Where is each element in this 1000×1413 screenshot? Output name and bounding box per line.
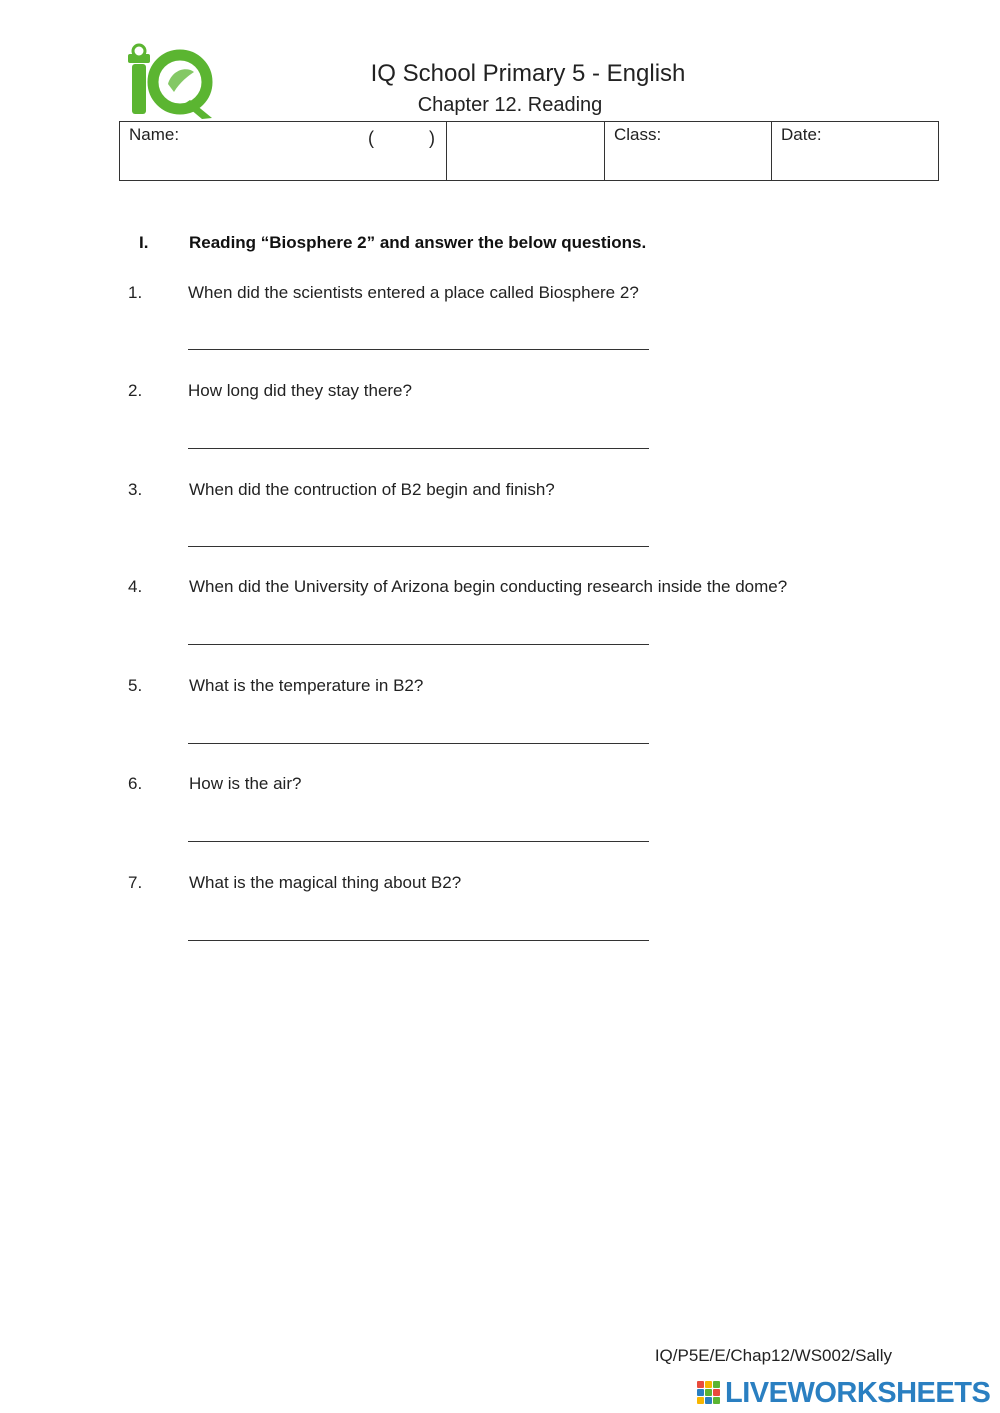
question-text: When did the University of Arizona begin conducting research inside the dome? bbox=[189, 577, 788, 596]
student-info-table bbox=[119, 121, 939, 181]
question-text: How is the air? bbox=[189, 774, 302, 793]
answer-line[interactable] bbox=[188, 546, 649, 547]
liveworksheets-wordmark: LIVEWORKSHEETS bbox=[725, 1376, 991, 1409]
class-cell[interactable] bbox=[605, 122, 772, 181]
worksheet-code: IQ/P5E/E/Chap12/WS002/Sally bbox=[654, 1346, 892, 1365]
date-label: Date: bbox=[781, 125, 822, 144]
roll-number-close-paren: ) bbox=[429, 128, 435, 148]
question-number: 7. bbox=[128, 873, 143, 892]
name-label: Name: bbox=[129, 125, 180, 144]
question-number: 5. bbox=[128, 676, 143, 695]
section-numeral: I. bbox=[139, 233, 149, 252]
answer-line[interactable] bbox=[188, 841, 649, 842]
question-text: When did the scientists entered a place called Biosphere 2? bbox=[188, 283, 639, 302]
question-text: What is the magical thing about B2? bbox=[189, 873, 462, 892]
name-cell[interactable] bbox=[120, 122, 447, 181]
liveworksheets-brand[interactable] bbox=[697, 1376, 990, 1410]
liveworksheets-icon bbox=[697, 1381, 721, 1405]
question-text: How long did they stay there? bbox=[188, 381, 412, 400]
section-heading: Reading “Biosphere 2” and answer the below questions. bbox=[189, 233, 647, 252]
answer-line[interactable] bbox=[188, 940, 649, 941]
question-number: 2. bbox=[128, 381, 143, 400]
question-text: What is the temperature in B2? bbox=[189, 676, 424, 695]
class-label: Class: bbox=[614, 125, 662, 144]
question-number: 1. bbox=[128, 283, 143, 302]
school-title: IQ School Primary 5 - English bbox=[370, 60, 686, 87]
answer-line[interactable] bbox=[188, 644, 649, 645]
question-text: When did the contruction of B2 begin and finish? bbox=[189, 480, 555, 499]
blank-cell[interactable] bbox=[447, 122, 605, 181]
date-cell[interactable] bbox=[772, 122, 939, 181]
roll-number-open-paren: ( bbox=[368, 128, 374, 148]
answer-line[interactable] bbox=[188, 448, 649, 449]
answer-line[interactable] bbox=[188, 743, 649, 744]
chapter-title: Chapter 12. Reading bbox=[417, 94, 603, 116]
question-number: 4. bbox=[128, 577, 143, 596]
question-number: 6. bbox=[128, 774, 143, 793]
question-number: 3. bbox=[128, 480, 143, 499]
answer-line[interactable] bbox=[188, 349, 649, 350]
